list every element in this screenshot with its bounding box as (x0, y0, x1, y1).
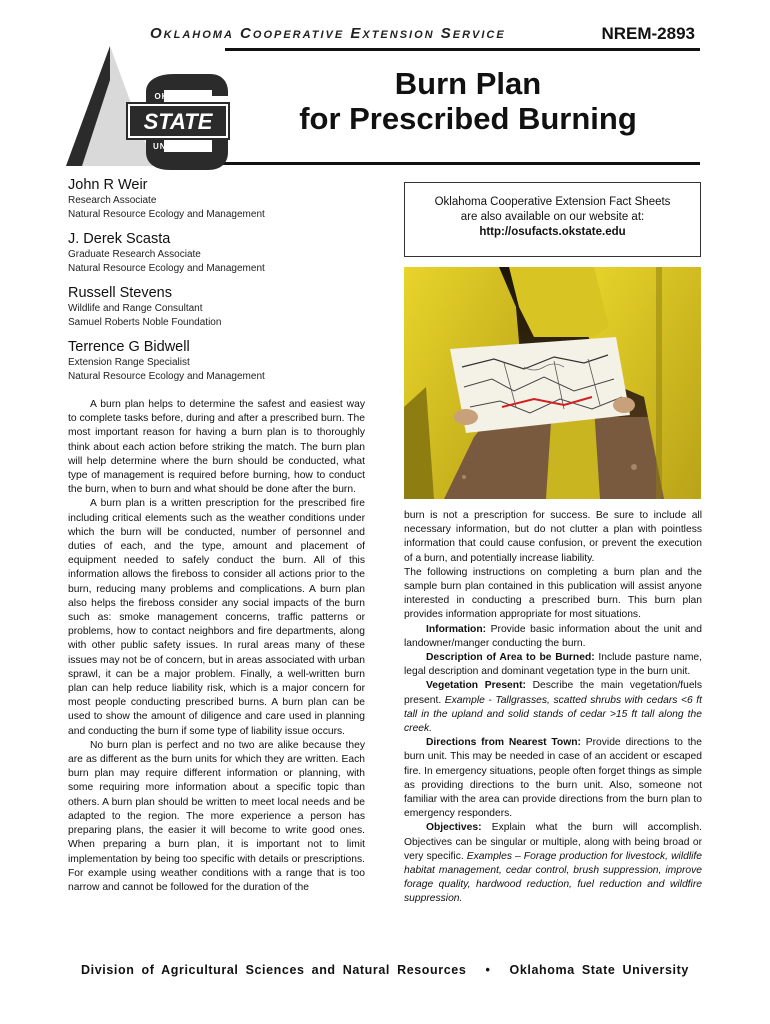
section-label: Description of Area to be Burned: (426, 652, 595, 664)
title-rule (180, 162, 700, 165)
author-dept: Natural Resource Ecology and Management (68, 262, 265, 274)
burn-map-photo (404, 267, 701, 499)
section-label: Information: (426, 623, 487, 635)
author-list (68, 176, 388, 392)
author-block (68, 284, 388, 329)
logo-top-text: OKLAHOMA (154, 92, 210, 101)
footer-university: Oklahoma State University (509, 963, 689, 977)
body-paragraph: The following instructions on completing a burn plan and the sample burn plan contained in this publication will assist anyone interested in conducting a prescribed burn. This burn plan provides information appropriate for most situations. (404, 566, 702, 621)
section-text: Describe the main vegetation/fuels present. (404, 680, 702, 706)
section-text: Include pasture name, legal description and dominant vegetation type in the burn unit. (404, 652, 702, 678)
author-title: Graduate Research Associate (68, 249, 201, 260)
logo-bottom-text: UNIVERSITY (152, 142, 212, 151)
author-title: Research Associate (68, 195, 157, 206)
section-area (404, 651, 702, 679)
author-block (68, 338, 388, 383)
logo-main-text: STATE (143, 109, 213, 134)
section-text: Provide basic information about the unit and landowner/manger conducting the burn. (404, 623, 702, 649)
factbox-url-link[interactable]: http://osufacts.okstate.edu (479, 226, 626, 238)
factbox-line-1: Oklahoma Cooperative Extension Fact Sheets (434, 196, 671, 208)
series-header (150, 24, 695, 46)
section-directions (404, 736, 702, 821)
footer-separator: • (485, 963, 491, 977)
title-line-1: Burn Plan (394, 66, 542, 101)
body-paragraph: A burn plan helps to determine the safest and easiest way to complete tasks before, during and after a prescribed burn. The most important reason for having a burn plan is to thoroughly think about each action before striking the match. The burn plan will help determine where the burn should be conducted, what type of management is required before burning, how to conduct the burn, when to burn and what should be done after the burn. (68, 399, 365, 496)
section-label: Directions from Nearest Town: (426, 737, 581, 749)
series-name: Oklahoma Cooperative Extension Service (150, 25, 506, 42)
header-rule (225, 48, 700, 51)
author-dept: Samuel Roberts Noble Foundation (68, 316, 222, 328)
author-dept: Natural Resource Ecology and Management (68, 208, 265, 220)
author-name: Russell Stevens (68, 285, 172, 301)
footer-division: Division of Agricultural Sciences and Natural Resources (81, 963, 467, 977)
section-text: Provide directions to the burn unit. This may be needed in case of an accident or escaped fire. In emergency situations, people often forget things as simple as providing directions to the burn unit. Also, someone not familiar with the area can provide directions from the burn plan to emergency responders. (404, 737, 703, 820)
author-title: Wildlife and Range Consultant (68, 303, 203, 314)
page-footer (68, 963, 702, 977)
section-text: Explain what the burn will accomplish. Objectives can be singular or multiple, along with being broad or very specific. (404, 822, 702, 862)
fact-sheet-box (404, 182, 701, 257)
body-column-right (404, 509, 702, 907)
section-vegetation (404, 679, 702, 736)
title-line-2: for Prescribed Burning (299, 101, 637, 136)
section-objectives (404, 821, 702, 906)
document-code: NREM-2893 (601, 24, 695, 43)
page-title (268, 66, 668, 136)
body-paragraph: No burn plan is perfect and no two are alike because they are as different as the burn units for which they are written. Each burn plan may require different information or planning, with some requiring more information about a specific topic than others. A burn plan should be written to meet local needs and be adapted to the region. The more experience a person has preparing plans, the easier it will become to write good ones. When preparing a burn plan, it is important not to limit implementation by being too specific with details or prescriptions. For example using weather conditions with a range that is too narrow and cannot be followed for the duration of the (68, 739, 365, 893)
section-example: Examples – Forage production for livestock, wildlife habitat management, cedar control, brush suppression, improve forage quality, hardwood reduction, fuel reduction and wildfire suppression. (404, 850, 702, 905)
body-paragraph: A burn plan is a written prescription for the prescribed fire including critical elements such as the weather conditions under which the burn will be conducted, number of personnel and duties of each, and the type, amount and placement of equipment needed to safely conduct the burn. All of this information allows the fireboss to consider all actions prior to the burn, reducing many problems and complications. A burn plan also helps the fireboss consider any social impacts of the burn such as: smoke management concerns, traffic patterns or problems, how to contact neighbors and fire departments, along with other public safety issues. In rural areas many of these issues may not be of concern, but in areas associated with urban sprawl, it can be a major problem. Finally, a well-written burn plan can help reduce liability risk, which is a major concern for most people conducting prescribed burns. A burn plan can be used to show the amount of diligence and care used in planning and conducting the burn if some type of liability issue occurs. (68, 498, 365, 737)
author-name: J. Derek Scasta (68, 231, 171, 247)
section-example: Example - Tallgrasses, scatted shrubs with cedars <6 ft tall in the upland and solid stands of cedar >15 ft tall along the creek. (404, 694, 702, 735)
osu-logo (62, 40, 230, 182)
author-title: Extension Range Specialist (68, 357, 190, 368)
author-name: John R Weir (68, 177, 148, 193)
section-label: Objectives: (426, 822, 482, 834)
factbox-line-2: are also available on our website at: (460, 211, 645, 223)
section-information (404, 623, 702, 651)
body-column-left (68, 398, 365, 895)
author-dept: Natural Resource Ecology and Management (68, 370, 265, 382)
author-name: Terrence G Bidwell (68, 339, 190, 355)
author-block (68, 230, 388, 275)
body-paragraph: burn is not a prescription for success. Be sure to include all necessary information, but do not clutter a plan with pointless information that could cause confusion, or prevent the execution of a burn, and potentially increase liability. (404, 510, 702, 564)
section-label: Vegetation Present: (426, 680, 526, 692)
author-block (68, 176, 388, 221)
